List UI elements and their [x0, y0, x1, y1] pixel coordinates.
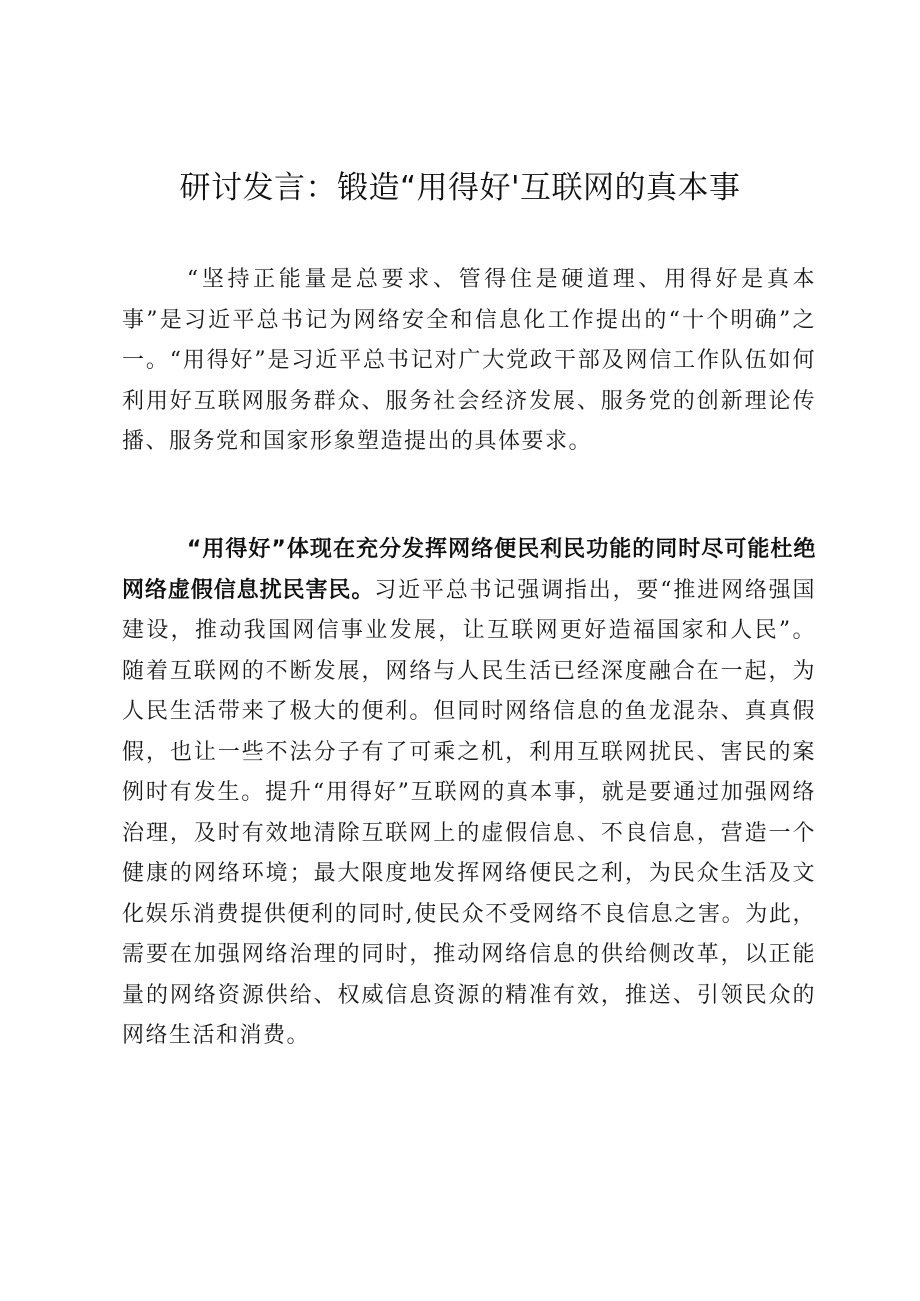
- paragraph-2: [122, 530, 816, 1057]
- paragraph-1: [122, 260, 816, 463]
- document-title: 研讨发言：锻造“用得好'互联网的真本事: [179, 170, 741, 206]
- paragraph-1-text: “坚持正能量是总要求、管得住是硬道理、用得好是真本事”是习近平总书记为网络安全和信息化工作提出的“十个明确”之一。“用得好”是习近平总书记对广大党政干部及网信工作队伍如何利用好互联网服务群众、服务社会经济发展、服务党的创新理论传播、服务党和国家形象塑造提出的具体要求。: [122, 267, 816, 454]
- paragraph-2-lead-sentence: “用得好”体现在充分发挥网络便民利民功能的同时尽可能杜绝网络虚假信息扰民害民。: [122, 537, 816, 603]
- paragraph-2-text: 习近平总书记强调指出，要“推进网络强国建设，推动我国网信事业发展，让互联网更好造福国家和人民”。随着互联网的不断发展，网络与人民生活已经深度融合在一起，为人民生活带来了极大的便利。但同时网络信息的鱼龙混杂、真真假假，也让一些不法分子有了可乘之机，利用互联网扰民、害民的案例时有发生。提升“用得好”互联网的真本事，就是要通过加强网络治理，及时有效地清除互联网上的虚假信息、不良信息，营造一个健康的网络环境；最大限度地发挥网络便民之利，为民众生活及文化娱乐消费提供便利的同时,使民众不受网络不良信息之害。为此，需要在加强网络治理的同时，推动网络信息的供给侧改革，以正能量的网络资源供给、权威信息资源的精准有效，推送、引领民众的网络生活和消费。: [122, 577, 816, 1048]
